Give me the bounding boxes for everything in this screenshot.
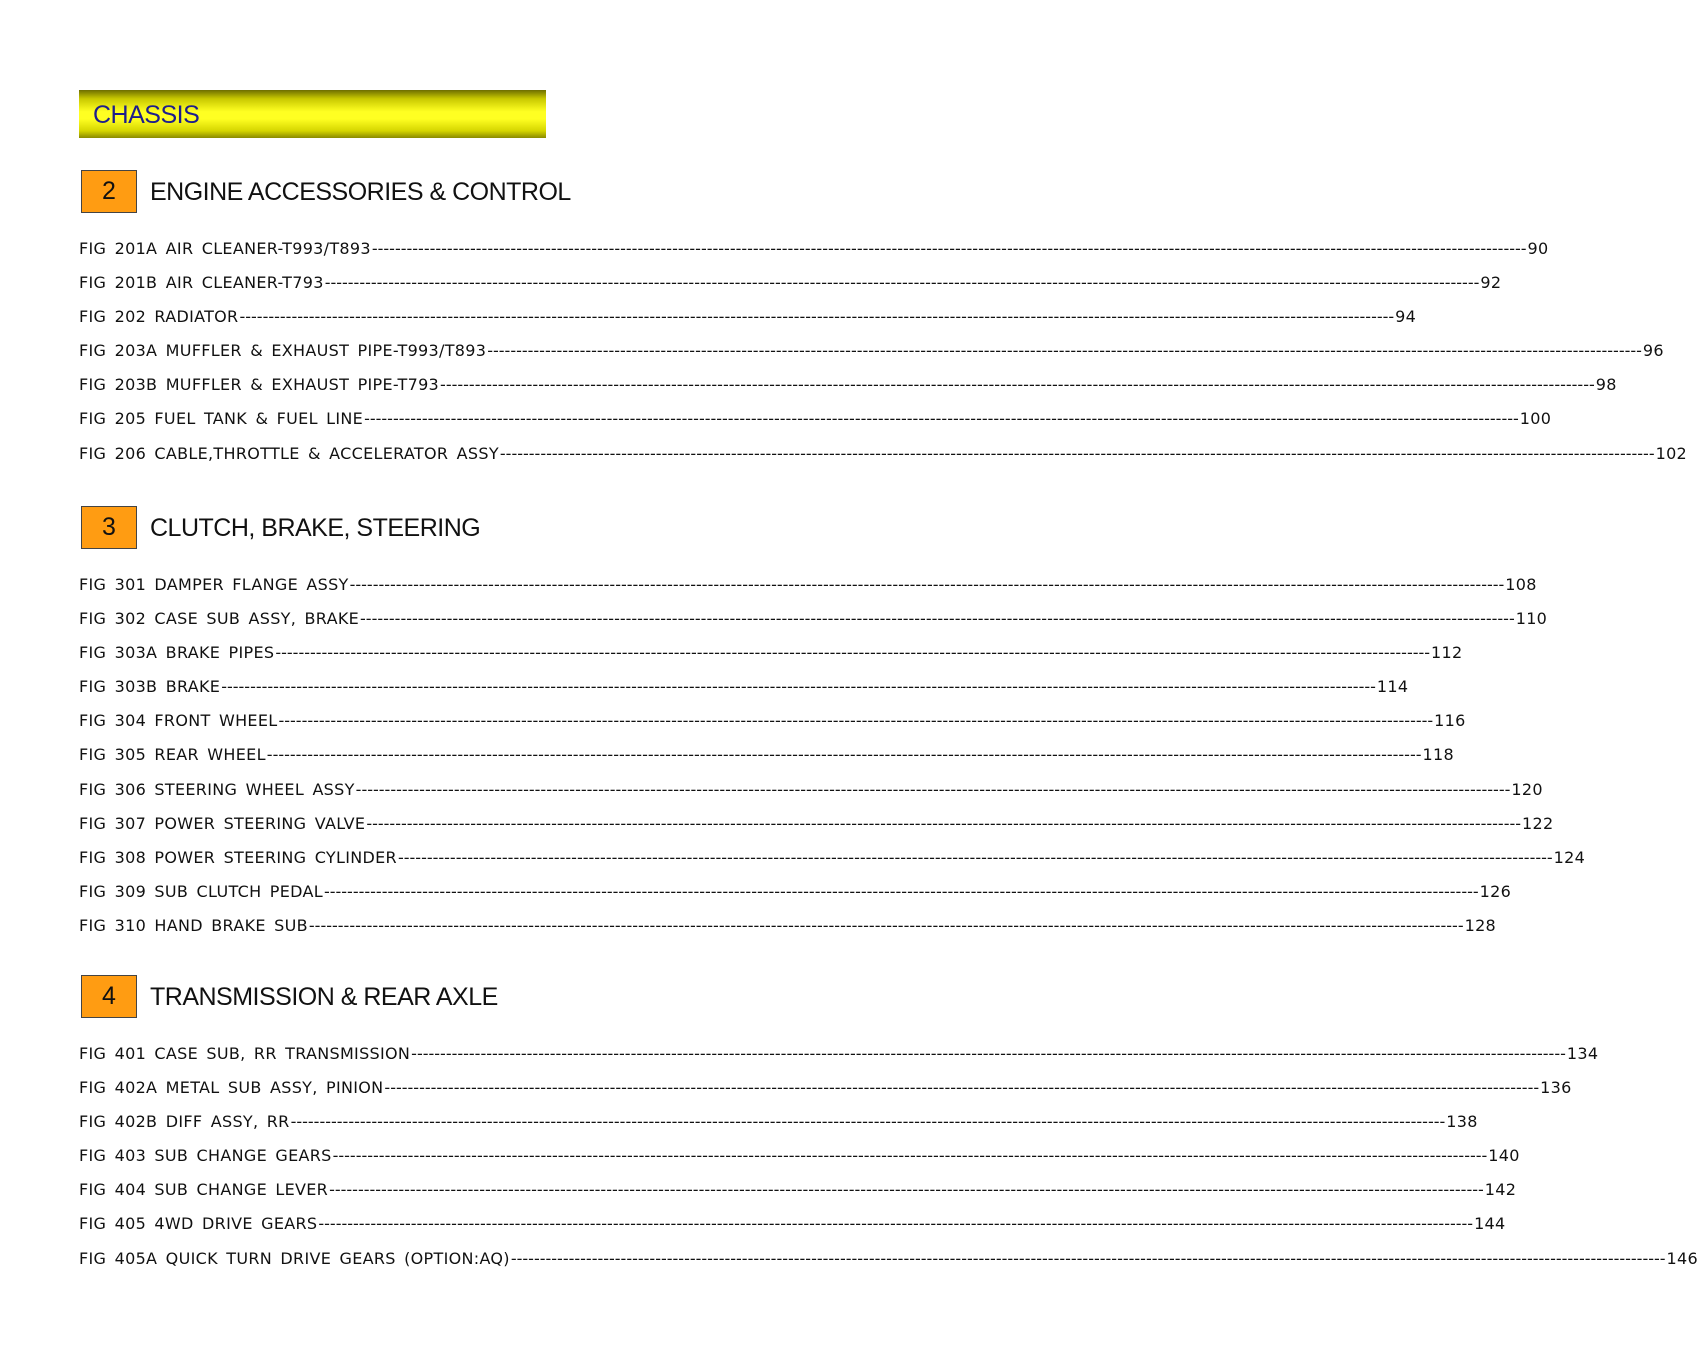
toc-entry (79, 1248, 1698, 1283)
dash-leader: -------------------------------------------------------------------------------------------------------------------------------------------------------------------------------------------------------- (355, 779, 1511, 799)
entry-page-number: 98 (1595, 375, 1617, 395)
toc-entry (79, 443, 1688, 478)
entry-label: FIG 404 SUB CHANGE LEVER (79, 1180, 329, 1200)
entry-page-number: 140 (1488, 1146, 1520, 1166)
dash-leader: -------------------------------------------------------------------------------------------------------------------------------------------------------------------------------------------------------- (332, 1146, 1488, 1166)
entry-page-number: 90 (1527, 239, 1549, 258)
dash-leader: -------------------------------------------------------------------------------------------------------------------------------------------------------------------------------------------------------- (329, 1180, 1484, 1200)
dash-leader: -------------------------------------------------------------------------------------------------------------------------------------------------------------------------------------------------------- (323, 881, 1479, 901)
entry-label: FIG 303A BRAKE PIPES (79, 643, 275, 663)
entry-page-number: 120 (1511, 779, 1543, 799)
section-title: CLUTCH, BRAKE, STEERING (150, 514, 481, 542)
entry-label: FIG 203B MUFFLER & EXHAUST PIPE-T793 (79, 375, 440, 395)
dash-leader: -------------------------------------------------------------------------------------------------------------------------------------------------------------------------------------------------------- (364, 409, 1519, 429)
dash-leader: -------------------------------------------------------------------------------------------------------------------------------------------------------------------------------------------------------- (499, 443, 1655, 463)
entry-page-number: 114 (1376, 677, 1409, 697)
banner-title: CHASSIS (93, 101, 200, 129)
dash-leader: -------------------------------------------------------------------------------------------------------------------------------------------------------------------------------------------------------- (384, 1078, 1540, 1098)
entry-page-number: 110 (1515, 609, 1548, 629)
toc-entry (79, 375, 1617, 409)
section-title: TRANSMISSION & REAR AXLE (150, 983, 498, 1011)
section-number-badge: 3 (81, 506, 137, 549)
dash-leader: -------------------------------------------------------------------------------------------------------------------------------------------------------------------------------------------------------- (266, 745, 1422, 765)
entry-page-number: 126 (1479, 881, 1512, 901)
entry-label: FIG 206 CABLE,THROTTLE & ACCELERATOR ASSY (79, 443, 499, 463)
entry-page-number: 146 (1666, 1248, 1698, 1268)
entry-page-number: 118 (1422, 745, 1454, 765)
toc-entry (79, 813, 1554, 848)
entry-label: FIG 306 STEERING WHEEL ASSY (79, 779, 355, 799)
toc-entry (79, 779, 1543, 814)
entry-page-number: 138 (1446, 1112, 1478, 1132)
entry-label: FIG 405A QUICK TURN DRIVE GEARS (OPTION:AQ) (79, 1248, 510, 1268)
dash-leader: -------------------------------------------------------------------------------------------------------------------------------------------------------------------------------------------------------- (360, 609, 1515, 629)
entry-label: FIG 402B DIFF ASSY, RR (79, 1112, 290, 1132)
toc-entry (79, 847, 1586, 882)
dash-leader: -------------------------------------------------------------------------------------------------------------------------------------------------------------------------------------------------------- (366, 813, 1522, 833)
toc-entry (79, 1044, 1599, 1078)
entry-label: FIG 301 DAMPER FLANGE ASSY (79, 575, 349, 594)
entry-page-number: 136 (1540, 1078, 1572, 1098)
toc-entry (79, 711, 1466, 745)
dash-leader: -------------------------------------------------------------------------------------------------------------------------------------------------------------------------------------------------------- (308, 915, 1464, 935)
toc-entry (79, 409, 1552, 443)
entry-list (79, 1044, 1698, 1283)
toc-entry (79, 881, 1512, 916)
toc-entry (79, 239, 1549, 273)
toc-entry (79, 1078, 1572, 1112)
entry-label: FIG 304 FRONT WHEEL (79, 711, 278, 731)
dash-leader: -------------------------------------------------------------------------------------------------------------------------------------------------------------------------------------------------------- (487, 341, 1642, 361)
entry-label: FIG 405 4WD DRIVE GEARS (79, 1214, 318, 1234)
entry-page-number: 102 (1655, 443, 1688, 463)
section-4 (79, 975, 1698, 1283)
entry-label: FIG 307 POWER STEERING VALVE (79, 813, 366, 833)
entry-label: FIG 203A MUFFLER & EXHAUST PIPE-T993/T893 (79, 341, 487, 361)
entry-label: FIG 305 REAR WHEEL (79, 745, 266, 765)
entry-label: FIG 202 RADIATOR (79, 307, 239, 327)
dash-leader: -------------------------------------------------------------------------------------------------------------------------------------------------------------------------------------------------------- (349, 575, 1505, 594)
entry-label: FIG 302 CASE SUB ASSY, BRAKE (79, 609, 360, 629)
entry-label: FIG 201A AIR CLEANER-T993/T893 (79, 239, 371, 258)
toc-entry (79, 1112, 1478, 1146)
toc-entry (79, 915, 1497, 950)
dash-leader: -------------------------------------------------------------------------------------------------------------------------------------------------------------------------------------------------------- (318, 1214, 1474, 1234)
dash-leader: -------------------------------------------------------------------------------------------------------------------------------------------------------------------------------------------------------- (371, 239, 1527, 258)
entry-page-number: 92 (1480, 273, 1502, 293)
entry-label: FIG 402A METAL SUB ASSY, PINION (79, 1078, 384, 1098)
entry-label: FIG 308 POWER STEERING CYLINDER (79, 847, 397, 867)
entry-label: FIG 401 CASE SUB, RR TRANSMISSION (79, 1044, 411, 1063)
dash-leader: -------------------------------------------------------------------------------------------------------------------------------------------------------------------------------------------------------- (239, 307, 1395, 327)
toc-entry (79, 677, 1409, 711)
toc-entry (79, 307, 1417, 341)
toc-entry (79, 643, 1463, 677)
toc-entry (79, 609, 1548, 643)
section-number-badge: 2 (81, 170, 137, 213)
toc-entry (79, 1146, 1520, 1180)
entry-label: FIG 205 FUEL TANK & FUEL LINE (79, 409, 364, 429)
dash-leader: -------------------------------------------------------------------------------------------------------------------------------------------------------------------------------------------------------- (278, 711, 1434, 731)
entry-label: FIG 201B AIR CLEANER-T793 (79, 273, 324, 293)
entry-page-number: 122 (1522, 813, 1554, 833)
section-3 (79, 506, 1586, 950)
entry-page-number: 134 (1566, 1044, 1599, 1063)
toc-entry (79, 341, 1664, 375)
entry-page-number: 112 (1431, 643, 1463, 663)
entry-page-number: 96 (1642, 341, 1664, 361)
section-number-badge: 4 (81, 975, 137, 1018)
entry-page-number: 108 (1505, 575, 1537, 594)
section-header (79, 506, 945, 566)
toc-entry (79, 575, 1537, 609)
entry-label: FIG 310 HAND BRAKE SUB (79, 915, 308, 935)
dash-leader: -------------------------------------------------------------------------------------------------------------------------------------------------------------------------------------------------------- (510, 1248, 1666, 1268)
dash-leader: -------------------------------------------------------------------------------------------------------------------------------------------------------------------------------------------------------- (221, 677, 1376, 697)
entry-page-number: 144 (1474, 1214, 1506, 1234)
toc-entry (79, 273, 1502, 307)
chassis-banner (79, 90, 546, 138)
entry-label: FIG 309 SUB CLUTCH PEDAL (79, 881, 323, 901)
entry-page-number: 124 (1553, 847, 1586, 867)
entry-page-number: 94 (1395, 307, 1417, 327)
section-header (79, 975, 945, 1035)
section-2 (79, 170, 1688, 478)
dash-leader: -------------------------------------------------------------------------------------------------------------------------------------------------------------------------------------------------------- (275, 643, 1431, 663)
entry-page-number: 128 (1464, 915, 1497, 935)
dash-leader: -------------------------------------------------------------------------------------------------------------------------------------------------------------------------------------------------------- (397, 847, 1553, 867)
entry-page-number: 142 (1484, 1180, 1517, 1200)
toc-entry (79, 745, 1454, 779)
dash-leader: -------------------------------------------------------------------------------------------------------------------------------------------------------------------------------------------------------- (324, 273, 1480, 293)
section-header (79, 170, 945, 230)
dash-leader: -------------------------------------------------------------------------------------------------------------------------------------------------------------------------------------------------------- (440, 375, 1595, 395)
entry-list (79, 239, 1688, 478)
entry-page-number: 116 (1434, 711, 1466, 731)
entry-page-number: 100 (1519, 409, 1552, 429)
dash-leader: -------------------------------------------------------------------------------------------------------------------------------------------------------------------------------------------------------- (290, 1112, 1446, 1132)
entry-label: FIG 303B BRAKE (79, 677, 221, 697)
toc-entry (79, 1180, 1517, 1214)
dash-leader: -------------------------------------------------------------------------------------------------------------------------------------------------------------------------------------------------------- (411, 1044, 1566, 1063)
entry-list (79, 575, 1586, 950)
toc-entry (79, 1214, 1506, 1248)
section-title: ENGINE ACCESSORIES & CONTROL (150, 178, 571, 206)
entry-label: FIG 403 SUB CHANGE GEARS (79, 1146, 332, 1166)
